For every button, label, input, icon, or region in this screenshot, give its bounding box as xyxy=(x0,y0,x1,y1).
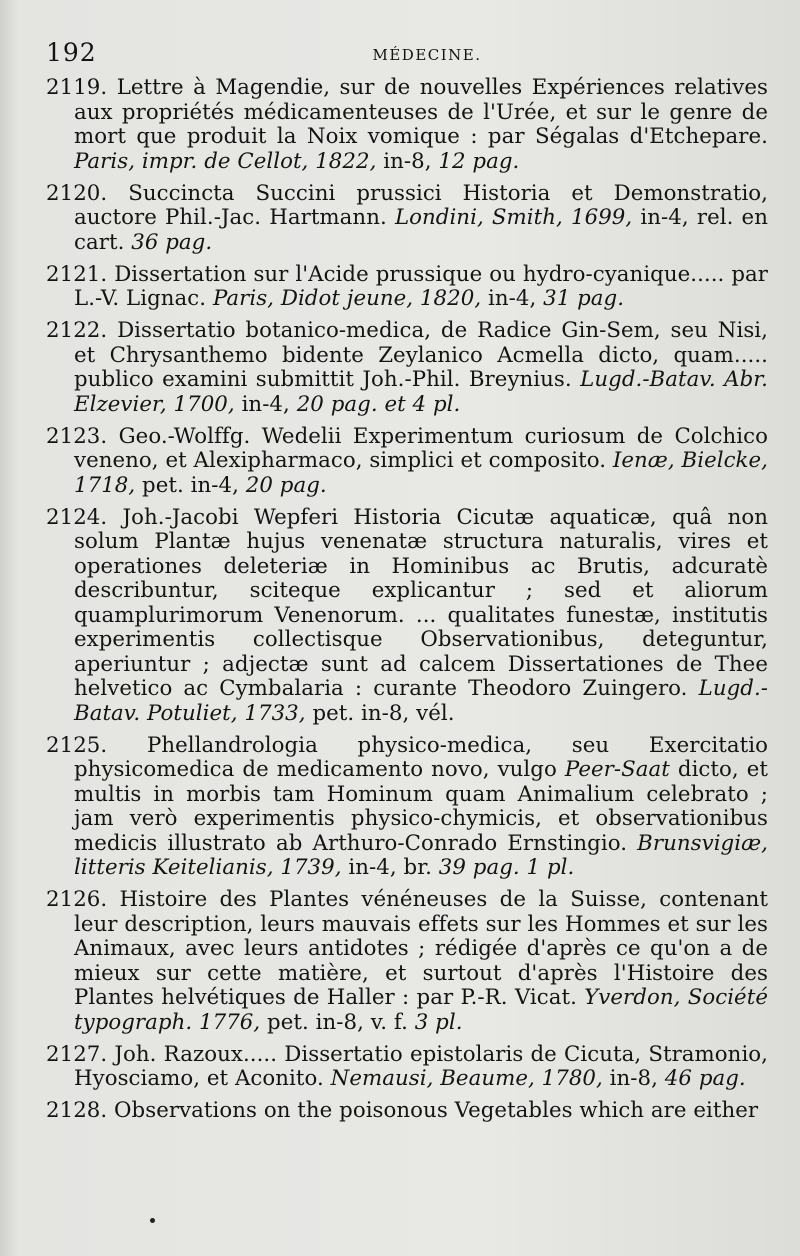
entry-number: 2119. xyxy=(46,75,108,100)
entry-imprint: Brunsvigiæ, litteris Keitelianis, 1739, xyxy=(74,830,768,880)
entry-pages: 20 pag. et 4 pl. xyxy=(296,391,461,417)
entry-pages: 12 pag. xyxy=(438,148,520,174)
entry-imprint: Paris, Didot jeune, 1820, xyxy=(212,286,482,311)
entry-format: in-4, rel. en cart. xyxy=(74,205,768,255)
entry-pages: 31 pag. xyxy=(543,286,625,311)
entry-text-italic: Peer-Saat xyxy=(564,757,670,782)
entry-format: in-4, xyxy=(487,286,537,311)
page-header xyxy=(46,38,768,76)
entry-imprint: Paris, impr. de Cellot, 1822, xyxy=(74,148,377,174)
entry-format: in-4, br. xyxy=(348,855,432,880)
entry-text: Joh. Razoux..... Dissertatio epistolaris de Cicuta, Stramonio, Hyosciamo, et Aconito. xyxy=(74,1041,768,1091)
entry-2124 xyxy=(46,506,768,727)
entry-number: 2120. xyxy=(46,180,108,206)
entry-imprint: Lugd.-Batav. Abr. Elzevier, 1700, xyxy=(74,367,769,417)
entry-imprint: Nemausi, Beaume, 1780, xyxy=(330,1066,603,1091)
entry-2120 xyxy=(46,182,768,256)
entry-text: Histoire des Plantes vénéneuses de la Suisse, contenant leur description, leurs mauvais effets sur les Hommes et sur les Animaux, avec leurs antidotes ; rédigée d'après ce qu'on a de mieux sur cette matière, et surtout d'après l'Histoire des Plantes helvétiques de Haller : par P.-R. Vicat. xyxy=(74,887,768,1010)
entry-2126 xyxy=(46,888,768,1035)
entry-2123 xyxy=(46,425,768,499)
entry-text-after: dicto, et multis in morbis tam Hominum quam Animalium celebrato ; jam verò experimentis physico-chymicis, et observationibus medicis illustrato ab Arthuro-Conrado Ernstingio. xyxy=(74,757,769,856)
entry-format: in-8, xyxy=(609,1066,658,1091)
entry-number: 2121. xyxy=(46,261,108,287)
entry-text: Dissertatio botanico-medica, de Radice Gin-Sem, seu Nisi, et Chrysanthemo bidente Zeylanico Acmella dicto, quam..... publico examini submittit Joh.-Phil. Breynius. xyxy=(74,318,768,392)
entry-pages: 39 pag. 1 pl. xyxy=(438,855,575,880)
running-head: MÉDECINE. xyxy=(372,46,482,64)
entry-number: 2123. xyxy=(46,423,108,449)
entry-format: in-8, xyxy=(383,148,432,174)
entry-format: in-4, xyxy=(241,391,290,417)
entry-imprint: Londini, Smith, 1699, xyxy=(394,205,633,230)
entry-text: Joh.-Jacobi Wepferi Historia Cicutæ aquaticæ, quâ non solum Plantæ hujus venenatæ structura naturalis, vires et operationes deleteriæ in Hominibus ac Brutis, adcuratè describuntur, sciteque explicantur ; sed et aliorum quamplurimorum Venenorum. ... qualitates funestæ, institutis experimentis collectisque Observationibus, deteguntur, aperiuntur ; adjectæ sunt ad calcem Dissertationes de Thee helvetico ac Cymbalaria : curante Theodoro Zuingero. xyxy=(74,504,768,701)
print-speck xyxy=(150,1218,155,1223)
entry-number: 2124. xyxy=(46,504,108,530)
entry-text: Geo.-Wolffg. Wedelii Experimentum curiosum de Colchico veneno, et Alexipharmaco, simplici et composito. xyxy=(74,423,768,473)
entry-2122 xyxy=(46,319,768,417)
entry-number: 2122. xyxy=(46,318,108,343)
entry-text: Phellandrologia physico-medica, seu Exercitatio physicomedica de medicamento novo, vulgo xyxy=(74,732,768,782)
entry-pages: 3 pl. xyxy=(414,1009,463,1035)
entry-2128 xyxy=(46,1099,768,1124)
page-number: 192 xyxy=(46,38,97,67)
entry-imprint: Yverdon, Société typograph. 1776, xyxy=(74,985,768,1035)
entry-pages: 20 pag. xyxy=(245,472,327,498)
entry-2119 xyxy=(46,76,768,174)
entry-text: Observations on the poisonous Vegetables which are either xyxy=(114,1098,759,1123)
entry-format: pet. in-8, v. f. xyxy=(267,1009,408,1035)
entry-2121 xyxy=(46,263,768,312)
bibliography-entries xyxy=(46,76,768,1124)
entry-text: Dissertation sur l'Acide prussique ou hydro-cyanique..... par L.-V. Lignac. xyxy=(74,261,768,311)
entry-text: Lettre à Magendie, sur de nouvelles Expériences relatives aux propriétés médicamenteuses de l'Urée, et sur le genre de mort que produit la Noix vomique : par Ségalas d'Etchepare. xyxy=(74,75,768,149)
entry-pages: 46 pag. xyxy=(664,1066,746,1091)
entry-number: 2126. xyxy=(46,887,108,912)
entry-number: 2128. xyxy=(46,1098,108,1123)
entry-text: Succincta Succini prussici Historia et Demonstratio, auctore Phil.-Jac. Hartmann. xyxy=(74,180,768,230)
entry-pages: 36 pag. xyxy=(131,229,213,255)
entry-number: 2127. xyxy=(46,1041,108,1067)
entry-imprint: Ienæ, Bielcke, 1718, xyxy=(74,448,768,498)
entry-imprint: Lugd.-Batav. Potuliet, 1733, xyxy=(74,676,769,726)
entry-2127 xyxy=(46,1043,768,1092)
entry-format: pet. in-8, vél. xyxy=(312,700,455,726)
entry-number: 2125. xyxy=(46,732,108,758)
entry-format: pet. in-4, xyxy=(142,472,239,498)
entry-2125 xyxy=(46,734,768,881)
